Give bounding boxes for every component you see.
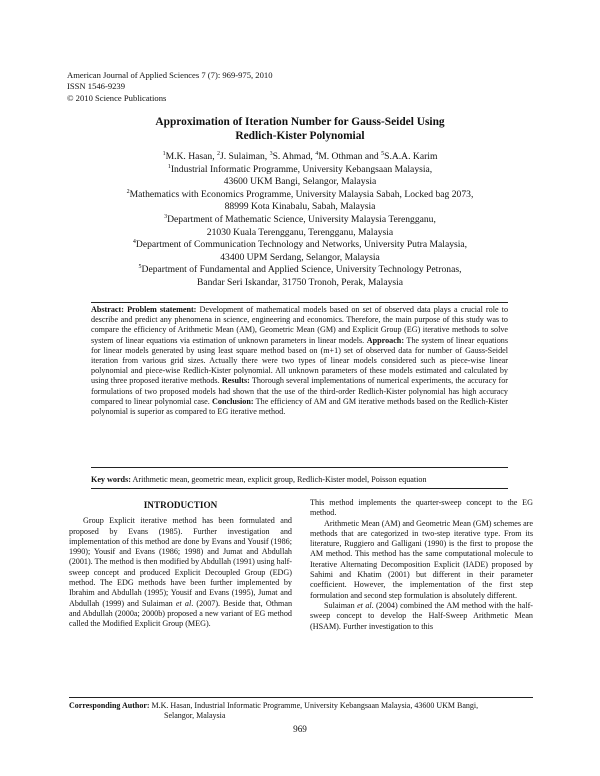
journal-header bbox=[67, 70, 273, 104]
results-label: Results: bbox=[221, 376, 250, 386]
right-column bbox=[310, 498, 533, 632]
footnote-text: M.K. Hasan, Industrial Informatic Programme, University Kebangsaan Malaysia, 43600 UKM Bangi, bbox=[149, 701, 479, 710]
author-sup: 1 bbox=[162, 151, 166, 157]
problem-statement-text: Development of mathematical models based on set of observed data plays a crucial role to describe and predict any phenomena in science, engineering and economics. Therefore, the main purpose of this study was to compare the efficiency of Arithmetic Mean (AM), Geometric Mean (GM) and Explicit Group (EG) iterative methods to solve system of linear equations via estimation of unknown parameters in linear models. bbox=[91, 305, 509, 345]
conclusion-label: Conclusion: bbox=[212, 396, 254, 406]
affiliation-sup: 4 bbox=[132, 239, 136, 246]
author-name: M.K. Hasan, bbox=[165, 151, 217, 162]
affiliation-line: Department of Fundamental and Applied Science, University Technology Petronas, bbox=[141, 264, 462, 276]
affiliation-1 bbox=[60, 164, 540, 177]
affiliation-line: Industrial Informatic Programme, University Kebangsaan Malaysia, bbox=[170, 163, 433, 175]
paragraph-text: . (2007). Beside that, Othman and Abdullah (2000a; 2000b) proposed a new variant of EG method called the Modified Explicit Group (MEG). bbox=[69, 598, 293, 629]
affiliation-1-address: 43600 UKM Bangi, Selangor, Malaysia bbox=[223, 176, 377, 188]
abstract-bottom-rule bbox=[91, 467, 508, 468]
paragraph-italic: et al bbox=[357, 600, 372, 610]
intro-paragraph-1 bbox=[69, 516, 292, 629]
intro-paragraph-2: This method implements the quarter-sweep concept to the EG method. bbox=[310, 498, 533, 518]
affiliation-sup: 5 bbox=[138, 264, 142, 271]
abstract-top-rule bbox=[91, 302, 508, 303]
author-sup: 2 bbox=[217, 151, 220, 157]
intro-paragraph-3: Arithmetic Mean (AM) and Geometric Mean (GM) schemes are methods that are categorized in two-step iterative type. From its literature, Ruggiero and Galligani (1990) is the first to propose the AM method. This method has the same computational molecule to Iterative Alternating Decomposition Explicit (IADE) proposed by Sahimi and Khatim (2001) but different in their parameter coefficient. However, the implementation of the first step formulation and second step formulation is absolutely different. bbox=[310, 518, 533, 600]
paragraph-italic: et al bbox=[175, 598, 192, 608]
page-number: 969 bbox=[293, 724, 307, 734]
paragraph-text: . (2004) combined the AM method with the half-sweep concept to develop the Half-Sweep Arithmetic Mean (HSAM). Further investigation to this bbox=[310, 600, 533, 631]
affiliation-4-address: 43400 UPM Serdang, Selangor, Malaysia bbox=[220, 251, 380, 263]
affiliation-2-address: 88999 Kota Kinabalu, Sabah, Malaysia bbox=[224, 201, 376, 213]
corresponding-author-footnote bbox=[69, 701, 533, 721]
issn: ISSN 1546-9239 bbox=[67, 81, 126, 92]
problem-statement-label: Problem statement: bbox=[127, 305, 197, 314]
left-column bbox=[69, 498, 292, 630]
affiliation-line: Mathematics with Economics Programme, University Malaysia Sabah, Locked bag 2073, bbox=[129, 188, 474, 200]
journal-citation: American Journal of Applied Sciences 7 (7): 969-975, 2010 bbox=[67, 70, 273, 80]
title-line-2: Redlich-Kister Polynomial bbox=[235, 129, 365, 142]
keywords bbox=[91, 475, 508, 485]
affiliation-5 bbox=[60, 264, 540, 277]
affiliation-line: Department of Communication Technology and Networks, University Putra Malaysia, bbox=[135, 239, 468, 251]
affiliation-4 bbox=[60, 239, 540, 252]
approach-text: The system of linear equations for linear models generated by using least square method based on (m+1) set of observed data for number of Gauss-Seidel iteration from various grid sizes. Actually there were two types of linear models considered such as piece-wise linear polynomial and piece-wise Redlich-Kister polynomial. All unknown parameters of these models estimated and calculated by using three proposed iterative methods. bbox=[91, 335, 508, 386]
author-sup: 3 bbox=[269, 151, 273, 157]
author-name: M. Othman and bbox=[318, 151, 382, 162]
affiliation-sup: 2 bbox=[126, 188, 130, 195]
author-sup: 5 bbox=[381, 151, 385, 157]
affiliation-2 bbox=[60, 189, 540, 202]
affiliation-sup: 1 bbox=[167, 163, 171, 170]
abstract bbox=[91, 305, 508, 417]
author-name: S.A.A. Karim bbox=[384, 151, 438, 162]
footnote-label: Corresponding Author: bbox=[69, 701, 150, 710]
keywords-rule bbox=[91, 488, 508, 489]
affiliation-3 bbox=[60, 214, 540, 227]
footnote-rule bbox=[69, 697, 533, 698]
affiliation-line: Department of Mathematic Science, University Malaysia Terengganu, bbox=[167, 213, 436, 225]
paragraph-text: Sulaiman bbox=[324, 600, 358, 610]
footnote-line bbox=[69, 701, 533, 711]
abstract-label: Abstract: bbox=[91, 305, 124, 314]
keywords-text: Arithmetic mean, geometric mean, explicit group, Redlich-Kister model, Poisson equation bbox=[130, 475, 427, 484]
copyright: © 2010 Science Publications bbox=[67, 92, 167, 103]
conclusion-text: The efficiency of AM and GM iterative methods based on the Redlich-Kister polynomial is superior as compared to EG iterative method. bbox=[91, 396, 508, 417]
intro-paragraph-4 bbox=[310, 601, 533, 632]
section-heading-introduction: INTRODUCTION bbox=[143, 500, 218, 510]
affiliation-sup: 3 bbox=[164, 213, 168, 220]
author-name: S. Ahmad, bbox=[272, 151, 316, 162]
author-block bbox=[60, 151, 540, 290]
affiliation-3-address: 21030 Kuala Terengganu, Terengganu, Malaysia bbox=[206, 226, 394, 238]
paper-title bbox=[0, 116, 600, 143]
paragraph-text: Group Explicit iterative method has been formulated and proposed by Evans (1985). Further investigation and implementation of this method are done by Evans and Yousif (1986; 1990); Yousif and Evans (1986; 1998) and Jumat and Abdullah (2001). The method is then modified by Abdullah (1991) using half-sweep concept and produced Explicit Decoupled Group (EDG) method. The EDG methods have been further implemented by Ibrahim and Abdullah (1995); Yousif and Evans (1995), Jumat and Abdullah (1999) and Sulaiman bbox=[69, 516, 292, 608]
author-name: J. Sulaiman, bbox=[220, 151, 270, 162]
footnote-continuation: Selangor, Malaysia bbox=[164, 711, 226, 721]
title-line-1: Approximation of Iteration Number for Gauss-Seidel Using bbox=[155, 116, 445, 128]
approach-label: Approach: bbox=[366, 335, 405, 345]
affiliation-5-address: Bandar Seri Iskandar, 31750 Tronoh, Perak, Malaysia bbox=[196, 276, 404, 288]
keywords-label: Key words: bbox=[91, 475, 131, 484]
author-sup: 4 bbox=[315, 151, 319, 157]
author-list bbox=[60, 151, 540, 164]
results-text: Thorough several implementations of numerical experiments, the accuracy for formulations of two proposed models had shown that the use of the third-order Redlich-Kister polynomial has high accuracy compared to linear polynomial case. bbox=[91, 376, 508, 406]
